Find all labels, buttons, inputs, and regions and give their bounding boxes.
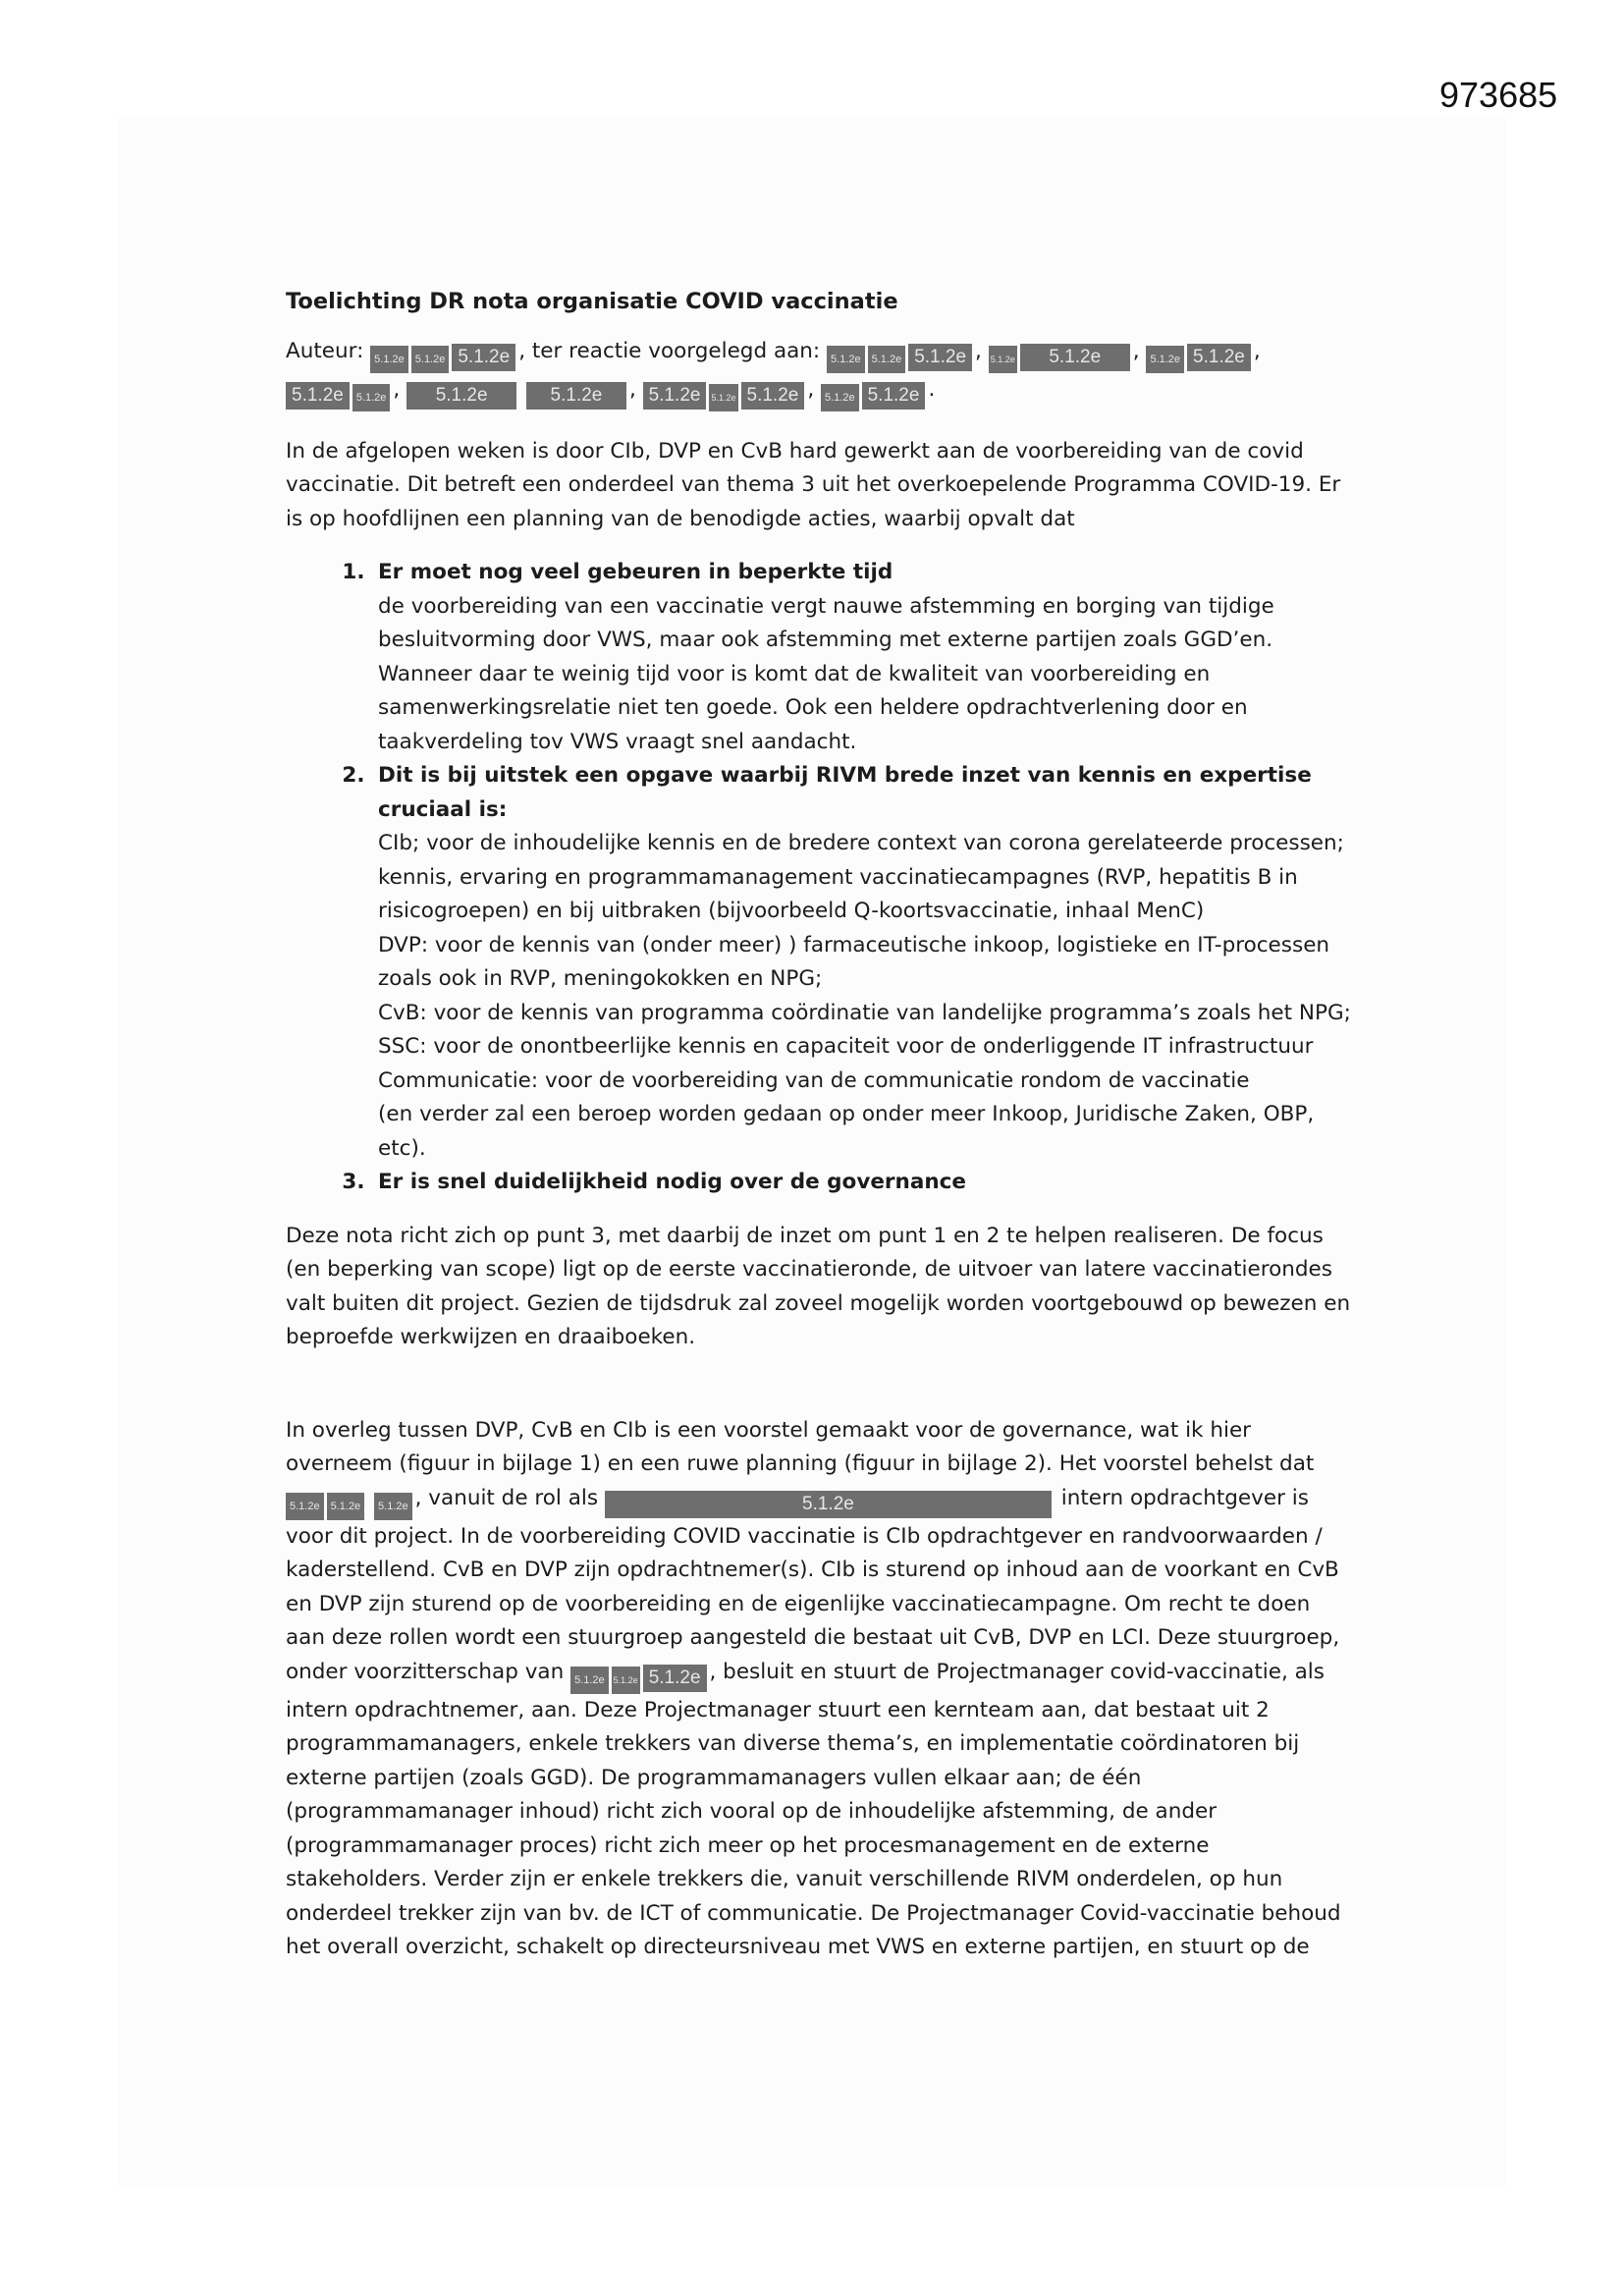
redaction-block: 5.1.2e bbox=[868, 346, 906, 373]
redaction-block: 5.1.2e bbox=[374, 1493, 412, 1520]
point-item bbox=[372, 1166, 1356, 1200]
redaction-block: 5.1.2e bbox=[827, 346, 865, 373]
redaction-block: 5.1.2e bbox=[526, 382, 626, 410]
redaction-block: 5.1.2e bbox=[612, 1667, 640, 1694]
authors-line bbox=[286, 335, 1356, 411]
redaction-block: 5.1.2e bbox=[1146, 346, 1184, 373]
point-heading: 3. Er is snel duidelijkheid nodig over de governance bbox=[378, 1170, 966, 1194]
redaction-block: 5.1.2e bbox=[741, 382, 805, 410]
intro-paragraph: In de afgelopen weken is door CIb, DVP en CvB hard gewerkt aan de voorbereiding van de covid vaccinatie. Dit betreft een onderdeel van thema 3 uit het overkoepelende Programma COVID-19. Er is op hoofdlijnen een planning van de benodigde acties, waarbij opvalt dat bbox=[286, 438, 1341, 531]
point-text: CIb; voor de inhoudelijke kennis en de bredere context van corona gerelateerde processen; kennis, ervaring en programmamanagement vaccinatiecampagnes (RVP, hepatitis B in risicogroepen) en bij uitbraken (bijvoorbeeld Q-koortsvaccinatie, inhaal MenC) bbox=[378, 831, 1344, 923]
governance-text: , vanuit de rol als bbox=[414, 1485, 599, 1510]
nota-paragraph: Deze nota richt zich op punt 3, met daarbij de inzet om punt 1 en 2 te helpen realiseren. De focus (en beperking van scope) ligt op de eerste vaccinatieronde, de uitvoer van latere vaccinatierondes valt buiten dit project. Gezien de tijdsdruk zal zoveel mogelijk worden voortgebouwd op bewezen en beproefde werkwijzen en draaiboeken. bbox=[286, 1223, 1351, 1349]
governance-paragraph bbox=[286, 1414, 1356, 1965]
point-text: DVP: voor de kennis van (onder meer) ) farmaceutische inkoop, logistieke en IT-processen zoals ook in RVP, meningokokken en NPG; bbox=[378, 932, 1330, 991]
redaction-block: 5.1.2e bbox=[862, 382, 926, 410]
redaction-block: 5.1.2e bbox=[327, 1493, 365, 1520]
separator: , bbox=[1132, 338, 1140, 363]
separator: , bbox=[1253, 338, 1261, 363]
point-text: Communicatie: voor de voorbereiding van de communicatie rondom de vaccinatie bbox=[378, 1067, 1250, 1093]
redaction-block: 5.1.2e bbox=[643, 1665, 707, 1692]
redaction-block: 5.1.2e bbox=[989, 346, 1017, 373]
separator: , bbox=[628, 376, 636, 402]
redaction-block: 5.1.2e bbox=[643, 382, 707, 410]
governance-text: In overleg tussen DVP, CvB en CIb is een voorstel gemaakt voor de governance, wat ik hier overneem (figuur in bijlage 1) en een ruwe planning (figuur in bijlage 2). Het voorstel behelst dat bbox=[286, 1417, 1315, 1476]
point-heading: 1. Er moet nog veel gebeuren in beperkte tijd bbox=[378, 560, 893, 584]
redaction-block: 5.1.2e bbox=[709, 384, 737, 411]
redaction-block: 5.1.2e bbox=[452, 344, 515, 371]
point-item bbox=[372, 759, 1356, 1166]
ter-reactie-text: , ter reactie voorgelegd aan: bbox=[518, 338, 821, 363]
redaction-block: 5.1.2e bbox=[821, 384, 859, 411]
redaction-block: 5.1.2e bbox=[1020, 344, 1130, 371]
auteur-label: Auteur: bbox=[286, 338, 364, 363]
separator: , bbox=[975, 338, 982, 363]
point-text: de voorbereiding van een vaccinatie vergt nauwe afstemming en borging van tijdige besluitvorming door VWS, maar ook afstemming met externe partijen zoals GGD’en. Wanneer daar te weinig tijd voor is komt dat de kwaliteit van voorbereiding en samenwerkingsrelatie niet ten goede. Ook een heldere opdrachtverlening door en taakverdeling tov VWS vraagt snel aandacht. bbox=[378, 593, 1274, 754]
point-text: CvB: voor de kennis van programma coördinatie van landelijke programma’s zoals het NPG; bbox=[378, 1000, 1351, 1025]
redaction-block: 5.1.2e bbox=[1187, 344, 1251, 371]
governance-text: , besluit en stuurt de Projectmanager covid-vaccinatie, als intern opdrachtnemer, aan. Deze Projectmanager stuurt een kernteam aan, dat bestaat uit 2 programmamanagers, enkele trekkers van diverse thema’s, en implementatie coördinatoren bij externe partijen (zoals GGD). De programmamanagers vullen elkaar aan; de één (programmamanager inhoud) richt zich vooral op de inhoudelijke afstemming, de ander (programmamanager proces) richt zich meer op het procesmanagement en de externe stakeholders. Verder zijn er enkele trekkers die, vanuit verschillende RIVM onderdelen, op hun onderdeel trekker zijn van bv. de ICT of communicatie. De Projectmanager Covid-vaccinatie behoud het overall overzicht, schakelt op directeursniveau met VWS en externe partijen, en stuurt op de bbox=[286, 1659, 1341, 1959]
document-title: Toelichting DR nota organisatie COVID vaccinatie bbox=[286, 289, 898, 314]
redaction-block: 5.1.2e bbox=[570, 1667, 609, 1694]
governance-text: intern opdrachtgever is voor dit project. In de voorbereiding COVID vaccinatie is CIb opdrachtgever en randvoorwaarden / kaderstellend. CvB en DVP zijn opdrachtnemer(s). CIb is sturend op inhoud aan de voorkant en CvB en DVP zijn sturend op de voorbereiding en de eigenlijke vaccinatiecampagne. Om recht te doen aan deze rollen wordt een stuurgroep aangesteld die bestaat uit CvB, DVP en LCI. Deze stuurgroep, onder voorzitterschap van bbox=[286, 1485, 1340, 1684]
redaction-block: 5.1.2e bbox=[605, 1491, 1052, 1518]
document-id: 973685 bbox=[1439, 75, 1558, 115]
document-body bbox=[286, 285, 1356, 1965]
redaction-block: 5.1.2e bbox=[908, 344, 972, 371]
point-text: (en verder zal een beroep worden gedaan op onder meer Inkoop, Juridische Zaken, OBP, etc). bbox=[378, 1102, 1315, 1161]
points-list bbox=[286, 556, 1356, 1200]
redaction-block: 5.1.2e bbox=[411, 346, 450, 373]
redaction-block: 5.1.2e bbox=[370, 346, 408, 373]
redaction-block: 5.1.2e bbox=[406, 382, 516, 410]
point-item bbox=[372, 556, 1356, 759]
redaction-block: 5.1.2e bbox=[286, 1493, 324, 1520]
separator: . bbox=[928, 376, 936, 402]
separator: , bbox=[393, 376, 401, 402]
point-text: SSC: voor de onontbeerlijke kennis en capaciteit voor de onderliggende IT infrastructuur bbox=[378, 1034, 1314, 1059]
separator: , bbox=[807, 376, 815, 402]
point-heading: 2. Dit is bij uitstek een opgave waarbij RIVM brede inzet van kennis en expertise cruciaal is: bbox=[378, 763, 1312, 822]
redaction-block: 5.1.2e bbox=[352, 384, 391, 411]
redaction-block: 5.1.2e bbox=[286, 382, 350, 410]
